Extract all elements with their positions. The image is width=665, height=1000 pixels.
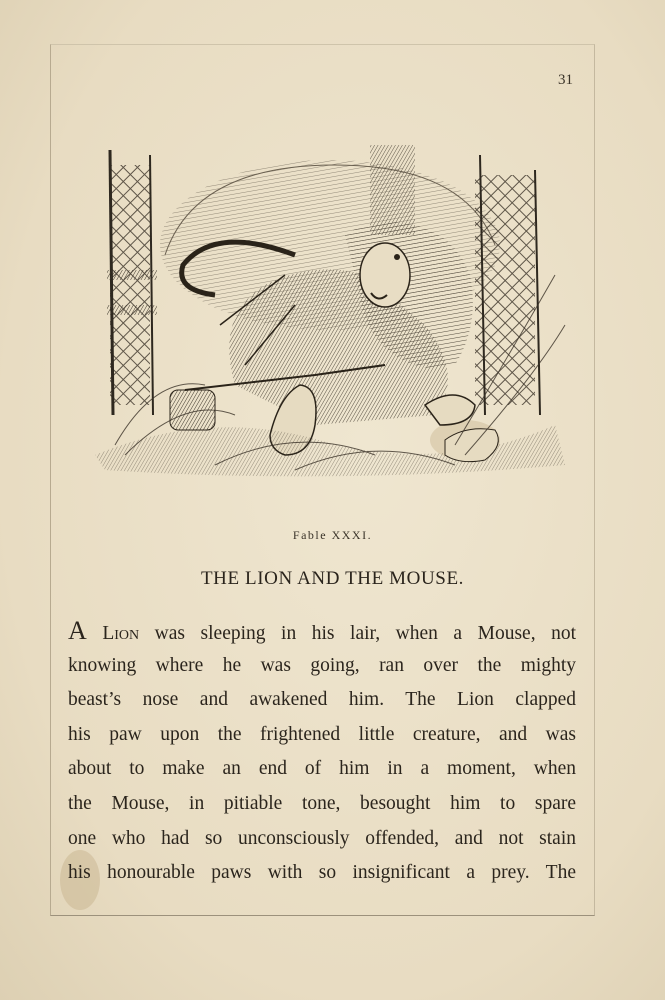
text-line: about to make an end of him in a moment, when [68,758,576,780]
drop-cap: A [68,616,87,645]
lion-in-net-illustration [95,125,575,495]
text-line: his honourable paws with so insignificant a prey. The [68,862,576,884]
fable-body-text [68,614,576,891]
text-line: his paw upon the frightened little creature, and was [68,723,576,745]
text-line: beast’s nose and awakened him. The Lion clapped [68,689,576,711]
line-text: was sleeping in his lair, when a Mouse, not [154,623,577,644]
page-number: 31 [558,72,573,88]
text-line [68,614,576,649]
text-line: the Mouse, in pitiable tone, besought him to spare [68,792,576,814]
fable-title: THE LION AND THE MOUSE. [200,568,465,589]
fable-number-label: Fable XXXI. [292,528,373,542]
text-line: one who had so unconsciously offended, and not stain [68,827,576,849]
text-line: knowing where he was going, ran over the mighty [68,654,576,676]
first-word-small-caps: Lion [102,623,140,644]
